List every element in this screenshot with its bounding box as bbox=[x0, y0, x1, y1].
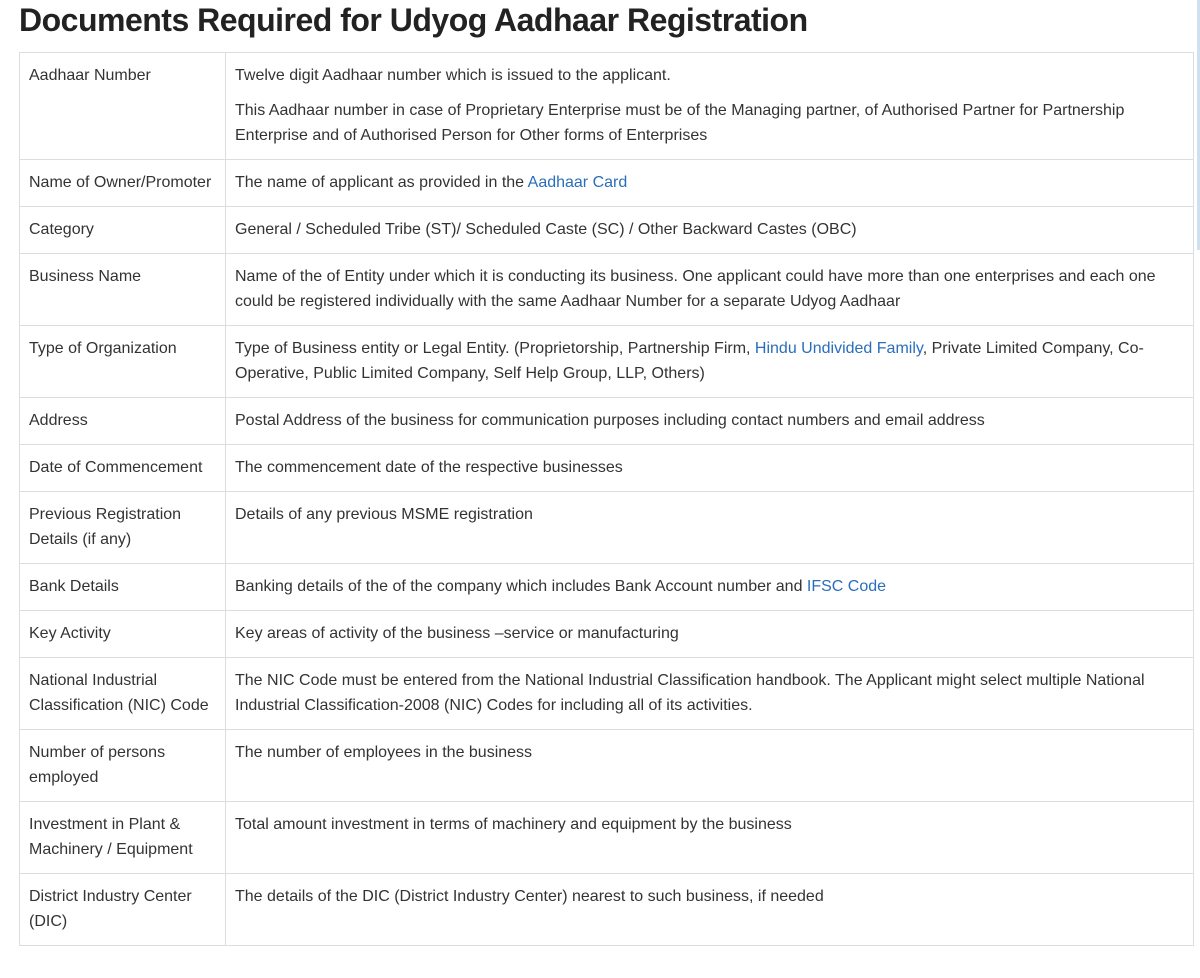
row-value bbox=[226, 53, 1194, 160]
table-row bbox=[20, 611, 1194, 658]
row-value bbox=[226, 658, 1194, 730]
value-paragraph: This Aadhaar number in case of Proprietary Enterprise must be of the Managing partner, of Authorised Partner for Partnership Enterprise and of Authorised Person for Other forms of Enterprises bbox=[235, 102, 1125, 144]
table-row bbox=[20, 398, 1194, 445]
row-label bbox=[20, 730, 226, 802]
row-label-text: Address bbox=[29, 412, 88, 429]
row-value bbox=[226, 730, 1194, 802]
table-row bbox=[20, 207, 1194, 254]
page-title: Documents Required for Udyog Aadhaar Registration bbox=[19, 2, 808, 38]
value-text: The NIC Code must be entered from the National Industrial Classification handbook. The Applicant might select multiple National Industrial Classification-2008 (NIC) Codes for including all of its activities. bbox=[235, 672, 1145, 714]
value-text: Type of Business entity or Legal Entity. (Proprietorship, Partnership Firm, bbox=[235, 340, 755, 357]
value-text: The details of the DIC (District Industry Center) nearest to such business, if needed bbox=[235, 888, 824, 905]
row-value bbox=[226, 564, 1194, 611]
table-row bbox=[20, 658, 1194, 730]
value-text: Total amount investment in terms of machinery and equipment by the business bbox=[235, 816, 792, 833]
row-value bbox=[226, 874, 1194, 946]
row-value bbox=[226, 398, 1194, 445]
row-label bbox=[20, 492, 226, 564]
value-link[interactable]: IFSC Code bbox=[806, 578, 887, 595]
row-label-text: Category bbox=[29, 221, 94, 238]
row-label-text: Aadhaar Number bbox=[29, 67, 151, 84]
value-text: Details of any previous MSME registration bbox=[235, 506, 533, 523]
row-value bbox=[226, 254, 1194, 326]
table-row bbox=[20, 445, 1194, 492]
row-label bbox=[20, 658, 226, 730]
row-value bbox=[226, 207, 1194, 254]
row-label-text: Investment in Plant & Machinery / Equipment bbox=[29, 816, 193, 858]
row-label-text: Bank Details bbox=[29, 578, 119, 595]
table-row bbox=[20, 254, 1194, 326]
row-label bbox=[20, 398, 226, 445]
documents-table bbox=[19, 52, 1194, 946]
value-link[interactable]: Hindu Undivided Family bbox=[754, 340, 923, 357]
table-row bbox=[20, 53, 1194, 160]
value-text: The commencement date of the respective businesses bbox=[235, 459, 623, 476]
row-value bbox=[226, 492, 1194, 564]
table-row bbox=[20, 326, 1194, 398]
table-row bbox=[20, 160, 1194, 207]
row-label bbox=[20, 53, 226, 160]
row-label bbox=[20, 207, 226, 254]
value-paragraph: Twelve digit Aadhaar number which is issued to the applicant. bbox=[235, 67, 671, 84]
value-text: The name of applicant as provided in the bbox=[235, 174, 528, 191]
row-label-text: Previous Registration Details (if any) bbox=[29, 506, 182, 548]
row-label bbox=[20, 564, 226, 611]
table-row bbox=[20, 564, 1194, 611]
row-label-text: Type of Organization bbox=[29, 340, 177, 357]
value-text: Name of the of Entity under which it is conducting its business. One applicant could have more than one enterprises and each one could be registered individually with the same Aadhaar Number for a separate Udyog Aadhaar bbox=[235, 268, 1156, 310]
row-label-text: National Industrial Classification (NIC) Code bbox=[29, 672, 209, 714]
row-label-text: District Industry Center (DIC) bbox=[29, 888, 192, 930]
value-link[interactable]: Aadhaar Card bbox=[527, 174, 628, 191]
value-text: Postal Address of the business for communication purposes including contact numbers and email address bbox=[235, 412, 985, 429]
row-label bbox=[20, 445, 226, 492]
table-row bbox=[20, 730, 1194, 802]
row-label bbox=[20, 160, 226, 207]
row-label bbox=[20, 254, 226, 326]
row-value bbox=[226, 802, 1194, 874]
row-label-text: Name of Owner/Promoter bbox=[29, 174, 212, 191]
table-row bbox=[20, 492, 1194, 564]
row-label bbox=[20, 874, 226, 946]
row-label-text: Key Activity bbox=[29, 625, 111, 642]
value-text: Banking details of the of the company which includes Bank Account number and bbox=[235, 578, 807, 595]
value-text: , Private Limited Company, Co-Operative, Public Limited Company, Self Help Group, LLP, Others) bbox=[235, 340, 1144, 382]
row-value bbox=[226, 326, 1194, 398]
value-text: General / Scheduled Tribe (ST)/ Scheduled Caste (SC) / Other Backward Castes (OBC) bbox=[235, 221, 857, 238]
row-label-text: Number of persons employed bbox=[29, 744, 166, 786]
value-text: Key areas of activity of the business –service or manufacturing bbox=[235, 625, 679, 642]
value-text: The number of employees in the business bbox=[235, 744, 533, 761]
row-label bbox=[20, 611, 226, 658]
table-row bbox=[20, 874, 1194, 946]
row-label-text: Date of Commencement bbox=[29, 459, 203, 476]
row-label bbox=[20, 802, 226, 874]
table-row bbox=[20, 802, 1194, 874]
row-value bbox=[226, 611, 1194, 658]
row-value bbox=[226, 445, 1194, 492]
row-value bbox=[226, 160, 1194, 207]
row-label bbox=[20, 326, 226, 398]
row-label-text: Business Name bbox=[29, 268, 142, 285]
